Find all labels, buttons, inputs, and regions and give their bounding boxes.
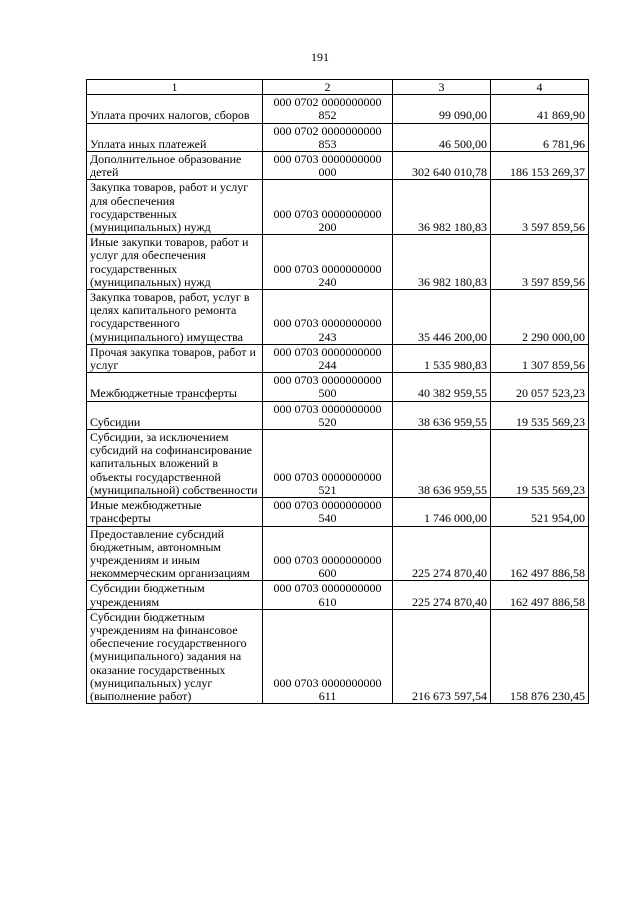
row-value-col4: 3 597 859,56 (491, 180, 589, 235)
row-code-prefix: 000 0703 0000000000 (273, 152, 382, 167)
row-code-prefix: 000 0703 0000000000 (273, 498, 382, 513)
row-code (263, 344, 393, 372)
row-name: Закупка товаров, работ и услуг для обеспечения государственных (муниципальных) нужд (87, 180, 263, 235)
table-row (87, 401, 589, 429)
row-value-col3: 40 382 959,55 (393, 373, 491, 401)
column-header-3: 3 (393, 80, 491, 95)
row-code (263, 235, 393, 290)
table-row (87, 581, 589, 609)
row-value-col4: 158 876 230,45 (491, 609, 589, 703)
row-value-col4: 186 153 269,37 (491, 152, 589, 180)
row-value-col4: 3 597 859,56 (491, 235, 589, 290)
table-row (87, 609, 589, 703)
row-code-type: 852 (318, 108, 337, 123)
table-row (87, 430, 589, 498)
table-body (87, 95, 589, 704)
row-code (263, 290, 393, 345)
row-value-col4: 19 535 569,23 (491, 430, 589, 498)
row-value-col4: 2 290 000,00 (491, 290, 589, 345)
row-name: Субсидии бюджетным учреждениям на финансовое обеспечение государственного (муниципального) задания на оказание государственных (муниципальных) услуг (выполнение работ) (87, 609, 263, 703)
row-name: Закупка товаров, работ, услуг в целях капитального ремонта государственного (муниципального) имущества (87, 290, 263, 345)
row-value-col3: 225 274 870,40 (393, 581, 491, 609)
row-name: Иные закупки товаров, работ и услуг для обеспечения государственных (муниципальных) нужд (87, 235, 263, 290)
row-code-type: 540 (318, 511, 337, 526)
row-name: Иные межбюджетные трансферты (87, 498, 263, 526)
row-value-col3: 302 640 010,78 (393, 152, 491, 180)
row-value-col3: 36 982 180,83 (393, 235, 491, 290)
row-code-prefix: 000 0703 0000000000 (273, 675, 382, 690)
row-code-type: 200 (318, 220, 337, 235)
row-code (263, 123, 393, 151)
row-code-type: 853 (318, 136, 337, 151)
row-name: Уплата иных платежей (87, 123, 263, 151)
row-value-col3: 225 274 870,40 (393, 526, 491, 581)
row-code-type: 244 (318, 358, 337, 373)
row-code-type: 611 (318, 688, 337, 703)
row-value-col4: 162 497 886,58 (491, 526, 589, 581)
row-code (263, 95, 393, 123)
row-value-col3: 99 090,00 (393, 95, 491, 123)
row-code-prefix: 000 0703 0000000000 (273, 206, 382, 221)
row-code-prefix: 000 0703 0000000000 (273, 401, 382, 416)
row-value-col4: 521 954,00 (491, 498, 589, 526)
row-value-col3: 1 746 000,00 (393, 498, 491, 526)
row-code (263, 581, 393, 609)
table-row (87, 180, 589, 235)
row-value-col3: 38 636 959,55 (393, 430, 491, 498)
table-row (87, 152, 589, 180)
table-row (87, 95, 589, 123)
row-code-type: 610 (318, 594, 337, 609)
row-name: Предоставление субсидий бюджетным, автономным учреждениям и иным некоммерческим организациям (87, 526, 263, 581)
row-code-prefix: 000 0703 0000000000 (273, 552, 382, 567)
row-code-prefix: 000 0703 0000000000 (273, 261, 382, 276)
row-name: Уплата прочих налогов, сборов (87, 95, 263, 123)
table-row (87, 290, 589, 345)
row-value-col3: 46 500,00 (393, 123, 491, 151)
row-code (263, 401, 393, 429)
column-header-2: 2 (263, 80, 393, 95)
row-value-col3: 35 446 200,00 (393, 290, 491, 345)
row-value-col4: 19 535 569,23 (491, 401, 589, 429)
row-value-col4: 41 869,90 (491, 95, 589, 123)
row-value-col4: 162 497 886,58 (491, 581, 589, 609)
row-code-type: 521 (318, 482, 337, 497)
row-name: Дополнительное образование детей (87, 152, 263, 180)
row-name: Прочая закупка товаров, работ и услуг (87, 344, 263, 372)
row-name: Субсидии, за исключением субсидий на софинансирование капитальных вложений в объекты государственной (муниципальной) собственности (87, 430, 263, 498)
row-code-type: 520 (318, 414, 337, 429)
row-code-type: 243 (318, 329, 337, 344)
row-code-prefix: 000 0703 0000000000 (273, 344, 382, 359)
column-header-1: 1 (87, 80, 263, 95)
row-name: Межбюджетные трансферты (87, 373, 263, 401)
row-code-prefix: 000 0703 0000000000 (273, 316, 382, 331)
row-code-prefix: 000 0702 0000000000 (273, 95, 382, 110)
row-code (263, 526, 393, 581)
row-value-col4: 6 781,96 (491, 123, 589, 151)
row-code (263, 430, 393, 498)
table-row (87, 344, 589, 372)
row-code-prefix: 000 0703 0000000000 (273, 581, 382, 596)
row-code-type: 600 (318, 566, 337, 581)
row-code (263, 152, 393, 180)
row-code (263, 609, 393, 703)
row-value-col4: 1 307 859,56 (491, 344, 589, 372)
row-code-type: 500 (318, 386, 337, 401)
row-code (263, 373, 393, 401)
row-value-col3: 38 636 959,55 (393, 401, 491, 429)
table-header-row (87, 80, 589, 95)
table-row (87, 526, 589, 581)
table-row (87, 498, 589, 526)
budget-table (86, 79, 589, 704)
row-code (263, 180, 393, 235)
row-value-col3: 36 982 180,83 (393, 180, 491, 235)
row-name: Субсидии (87, 401, 263, 429)
row-code-type: 000 (318, 165, 337, 180)
page-number: 191 (311, 50, 329, 64)
row-code-prefix: 000 0703 0000000000 (273, 469, 382, 484)
column-header-4: 4 (491, 80, 589, 95)
row-code-prefix: 000 0703 0000000000 (273, 373, 382, 388)
row-code-prefix: 000 0702 0000000000 (273, 123, 382, 138)
table-row (87, 123, 589, 151)
table-row (87, 373, 589, 401)
row-value-col3: 216 673 597,54 (393, 609, 491, 703)
row-name: Субсидии бюджетным учреждениям (87, 581, 263, 609)
row-code (263, 498, 393, 526)
row-value-col3: 1 535 980,83 (393, 344, 491, 372)
table-row (87, 235, 589, 290)
row-value-col4: 20 057 523,23 (491, 373, 589, 401)
row-code-type: 240 (318, 274, 337, 289)
